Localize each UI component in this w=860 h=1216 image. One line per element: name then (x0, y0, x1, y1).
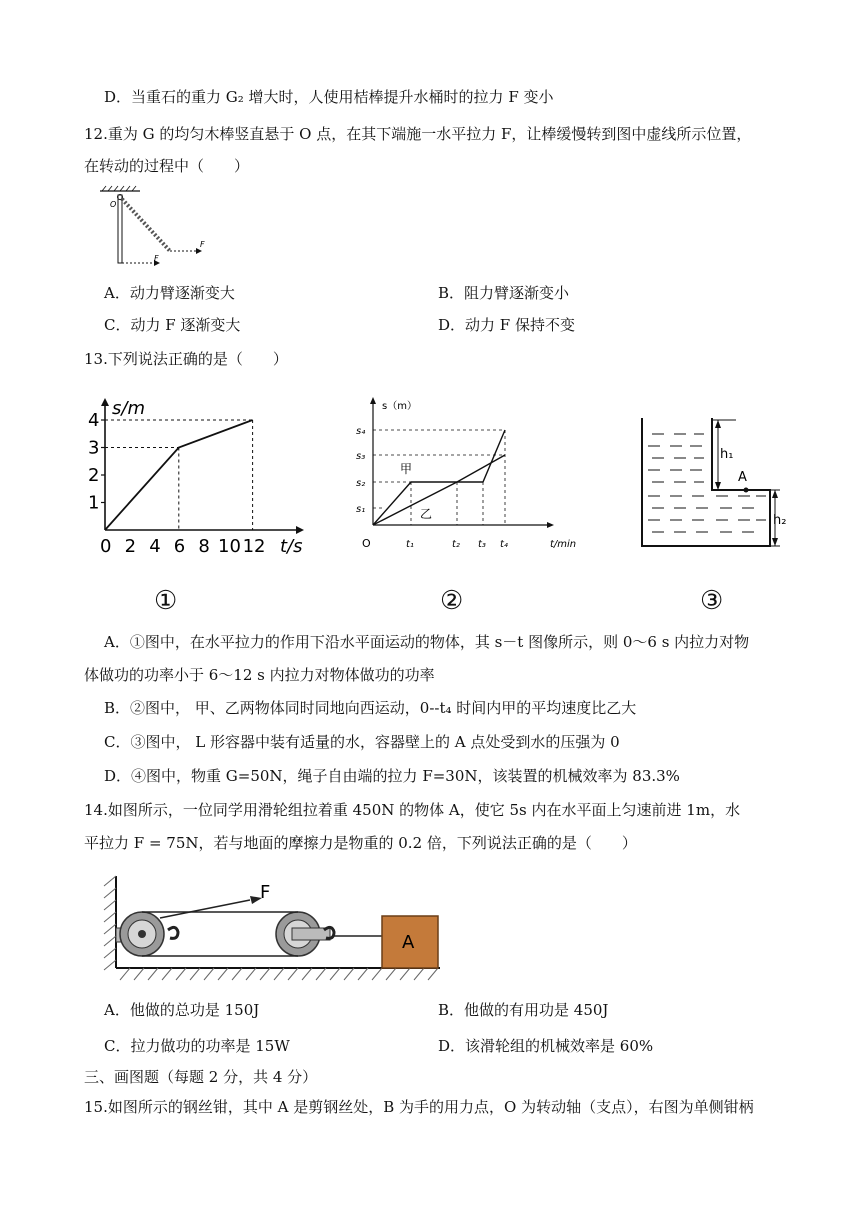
q13-chart-2 (352, 390, 592, 560)
q12-stem-line2: 在转动的过程中（ ） (84, 157, 250, 175)
q13-stem: 13.下列说法正确的是（ ） (84, 350, 288, 368)
q13-fig1-label: ① (154, 586, 178, 616)
q12-label-f2: F (200, 240, 205, 249)
chart1-ytick-label: 3 (88, 437, 100, 459)
q12-lever-figure (96, 185, 216, 270)
chart2-xtick-label: t₁ (406, 539, 414, 550)
q15-stem: 15.如图所示的钢丝钳，其中 A 是剪钢丝处，B 为手的用力点，O 为转动轴（支点），右图为单侧钳柄 (84, 1098, 754, 1116)
q14-option-b: B．他做的有用功是 450J (438, 1001, 609, 1019)
q12-option-a: A．动力臂逐渐变大 (104, 284, 235, 302)
chart2-ytick-label: s₄ (356, 426, 366, 437)
q13-fig3-a: A (738, 470, 747, 485)
q14-stem-line2: 平拉力 F = 75N，若与地面的摩擦力是物重的 0.2 倍，下列说法正确的是（ ） (84, 834, 637, 852)
q13-fig2-label: ② (440, 586, 464, 616)
chart2-origin: O (362, 537, 371, 550)
q14-option-a: A．他做的总功是 150J (104, 1001, 260, 1019)
q13-chart-1 (84, 390, 314, 560)
q13-option-a-line2: 体做功的功率小于 6～12 s 内拉力对物体做功的功率 (84, 666, 435, 684)
q13-option-a-line1: A．①图中，在水平拉力的作用下沿水平面运动的物体，其 s－t 图像所示，则 0～6 s 内拉力对物 (104, 633, 750, 651)
chart2-series-jia (373, 430, 505, 525)
q12-option-d: D．动力 F 保持不变 (438, 316, 575, 334)
chart1-xtick-label: 8 (198, 536, 210, 557)
q12-stem-line1: 12.重为 G 的均匀木棒竖直悬于 O 点，在其下端施一水平拉力 F，让棒缓慢转到图中虚线所示位置， (84, 125, 752, 143)
chart2-series-yi (373, 455, 505, 525)
q13-option-d: D．④图中，物重 G=50N，绳子自由端的拉力 F=30N，该装置的机械效率为 83.3% (104, 767, 680, 785)
chart2-xtick-label: t₃ (478, 539, 486, 550)
chart1-ytick-label: 2 (88, 465, 100, 486)
q13-fig3-h2: h₂ (773, 513, 787, 528)
chart1-xtick-label: 12 (242, 536, 266, 557)
q12-option-c: C．动力 F 逐渐变大 (104, 316, 241, 334)
q13-container-figure (632, 412, 792, 552)
chart1-xtick-label: 4 (149, 536, 161, 557)
chart2-ytick-label: s₃ (356, 451, 366, 462)
q12-label-o: O (110, 200, 117, 209)
chart1-xlabel: t/s (280, 536, 303, 557)
chart2-xtick-label: t₄ (500, 539, 508, 550)
q14-stem-line1: 14.如图所示，一位同学用滑轮组拉着重 450N 的物体 A，使它 5s 内在水平面上匀速前进 1m，水 (84, 801, 741, 819)
chart1-xtick-label: 0 (100, 536, 112, 557)
q13-fig3-h1: h₁ (720, 447, 734, 462)
q13-option-c: C．③图中， L 形容器中装有适量的水，容器壁上的 A 点处受到水的压强为 0 (104, 733, 620, 751)
chart1-ylabel: s/m (112, 398, 145, 419)
q14-option-c: C．拉力做功的功率是 15W (104, 1037, 290, 1055)
chart2-xlabel: t/min (550, 539, 577, 550)
chart2-ylabel: s（m） (382, 401, 417, 412)
chart1-ytick-label: 1 (88, 492, 100, 514)
chart1-xtick-label: 6 (173, 536, 186, 557)
q11-option-d: D．当重石的重力 G₂ 增大时，人使用桔棒提升水桶时的拉力 F 变小 (104, 88, 554, 106)
q13-option-b: B．②图中， 甲、乙两物体同时同地向西运动，0--t₄ 时间内甲的平均速度比乙大 (104, 699, 637, 717)
q14-option-d: D．该滑轮组的机械效率是 60% (438, 1037, 654, 1055)
chart2-xtick-label: t₂ (452, 539, 460, 550)
q13-fig3-label: ③ (700, 586, 724, 616)
q14-label-a: A (402, 932, 415, 953)
q14-label-f: F (260, 882, 271, 903)
chart1-xtick-label: 2 (124, 536, 137, 557)
chart2-label-jia: 甲 (400, 462, 413, 476)
q14-pulley-figure (100, 872, 445, 984)
q12-label-f1: F (154, 254, 159, 263)
chart2-ytick-label: s₁ (356, 504, 366, 515)
section-3-heading: 三、画图题（每题 2 分，共 4 分） (84, 1068, 318, 1086)
q12-option-b: B．阻力臂逐渐变小 (438, 284, 570, 302)
chart1-ytick-label: 4 (88, 410, 100, 431)
chart1-xtick-label: 10 (218, 536, 241, 557)
chart2-ytick-label: s₂ (356, 478, 366, 489)
chart2-label-yi: 乙 (420, 507, 433, 521)
